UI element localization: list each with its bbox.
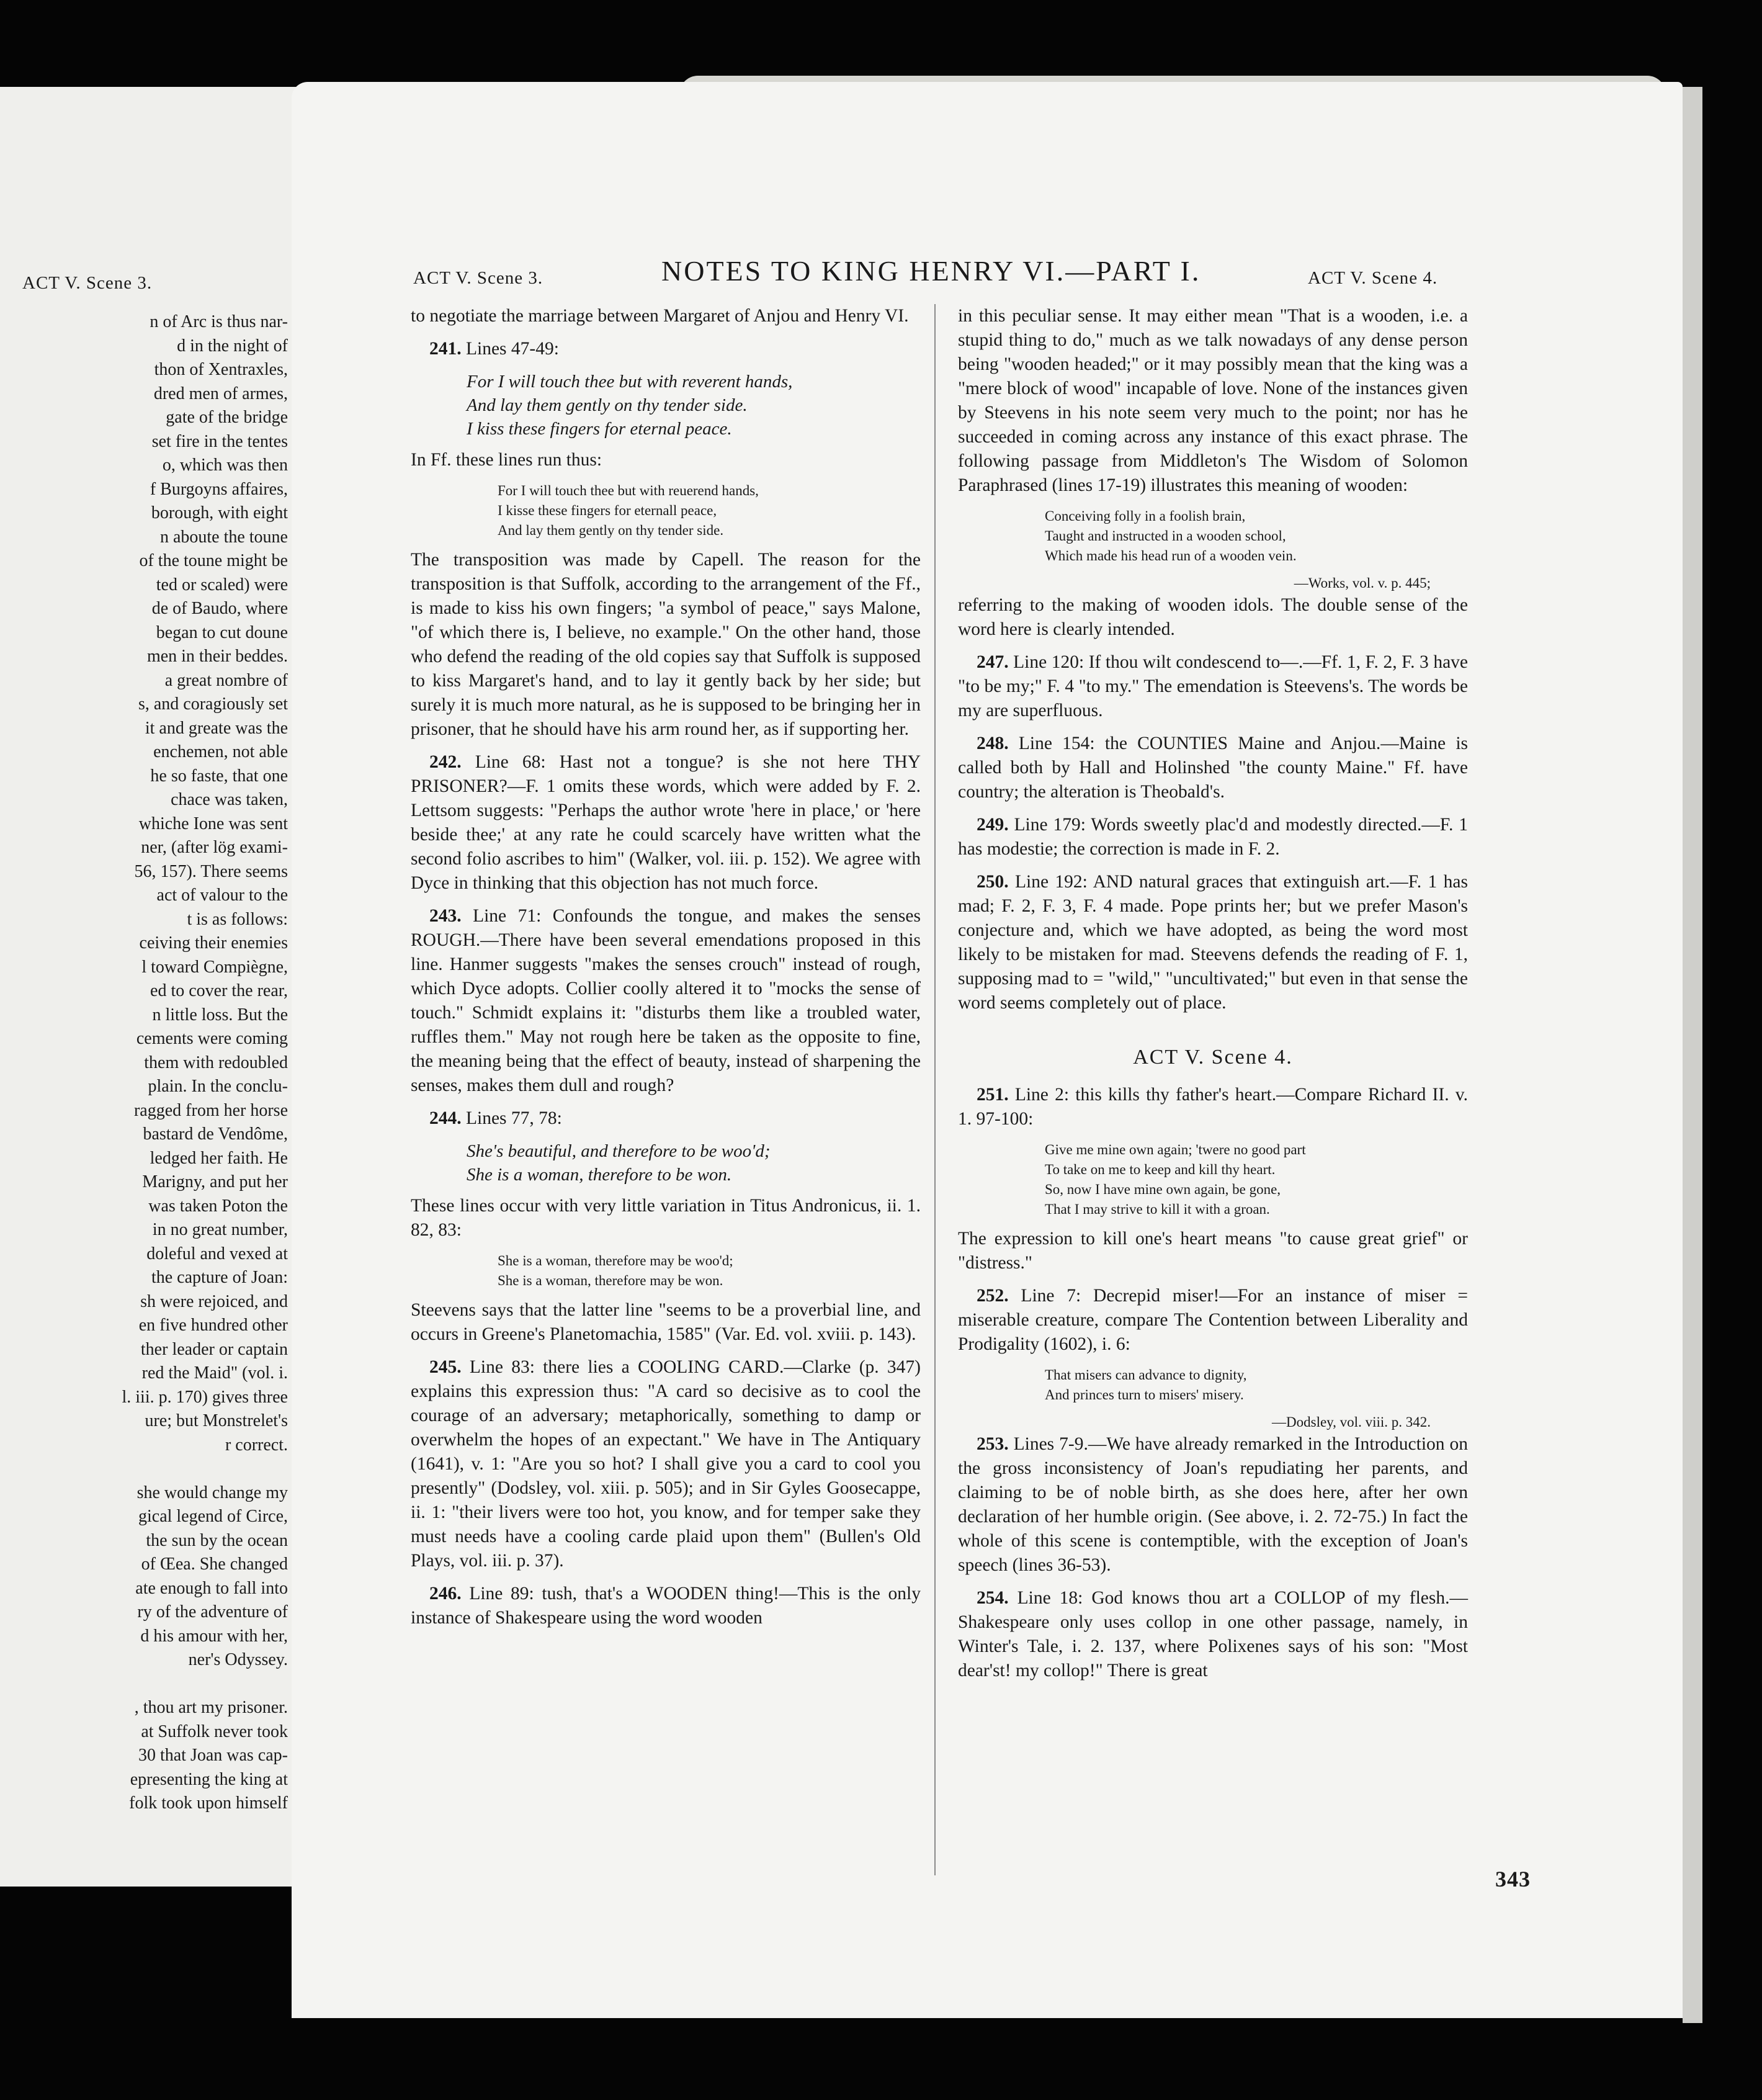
left-page-text-line: the sun by the ocean (146, 1530, 288, 1550)
left-page-text-line: l toward Compiègne, (141, 957, 288, 977)
note-243 (411, 904, 921, 1098)
note-number: 246. (429, 1584, 462, 1604)
left-page-text-line: borough, with eight (151, 503, 288, 523)
note-number: 253. (977, 1434, 1009, 1454)
quote-line: That I may strive to kill it with a groan. (1045, 1201, 1270, 1217)
left-page-text-line: men in their beddes. (146, 647, 288, 666)
note-number: 249. (977, 815, 1009, 835)
quote-line: And princes turn to misers' misery. (1045, 1387, 1244, 1402)
note-number: 242. (429, 752, 462, 772)
note-text: Line 179: Words sweetly plac'd and modestly directed.—F. 1 has modestie; the correction is made in F. 2. (958, 815, 1468, 859)
left-page-text-line: ed to cover the rear, (150, 981, 288, 1000)
note-text: Line 18: God knows thou art a COLLOP of my flesh.—Shakespeare only uses collop in one other passage, namely, in Winter's Tale, i. 2. 137, where Polixenes says of his son: "Most dear'st! my collop!" There is great (958, 1588, 1468, 1680)
quote-line: Which made his head run of a wooden vein. (1045, 548, 1297, 563)
left-page-running-head: ACT V. Scene 3. (22, 273, 153, 293)
verse-line: She is a woman, therefore to be won. (467, 1165, 732, 1185)
left-column (411, 304, 921, 1639)
note-number: 241. (429, 339, 462, 359)
left-page-text-line: ther leader or captain (140, 1339, 288, 1359)
note-text: Line 83: there lies a COOLING CARD.—Clarke (p. 347) explains this expression thus: "A card so decisive as to cool the courage of an adversary; metaphorically, something to damp or overwhelm the hopes of an expectant." We have in The Antiquary (1641), v. 1: "Are you so hot? I shall give you a card to cool you presently" (Dodsley, vol. xiii. p. 505); and in Sir Gyles Goosecappe, ii. 1: "their livers were too hot, you know, and for temper sake they must needs have a cooling carde plaid upon them" (Bullen's Old Plays, vol. iii. p. 37). (411, 1357, 921, 1571)
page-number: 343 (1495, 1867, 1531, 1891)
note-text: The transposition was made by Capell. The reason for the transposition is that Suffolk, according to the arrangement of the Ff., is made to kiss his own fingers; "a symbol of peace," says Malone, "of which there is, I believe, no example." On the other hand, those who defend the reading of the old copies say that Suffolk is supposed to kiss Margaret's hand, and to lay it gently back by her side; but surely it is much more natural, as he is supposed to be bringing her in prisoner, that he should have his arm round her, as if supporting her. (411, 550, 921, 739)
left-page-text-line: was taken Poton the (148, 1196, 288, 1216)
left-page-text-line: ragged from her horse (133, 1100, 288, 1120)
left-page-text-line: n aboute the toune (159, 527, 288, 547)
quote-line: Give me mine own again; 'twere no good part (1045, 1142, 1306, 1157)
note-heading: Lines 47-49: (466, 339, 559, 359)
quote-block (498, 481, 921, 541)
quote-block (1045, 506, 1468, 566)
note-247 (958, 650, 1468, 723)
note-number: 247. (977, 652, 1009, 672)
left-page-text-line: 56, 157). There seems (134, 861, 288, 881)
left-page-text-line: gate of the bridge (166, 408, 288, 427)
verse-line: For I will touch thee but with reverent hands, (467, 372, 793, 392)
note-number: 250. (977, 872, 1009, 892)
left-page-text-line: r correct. (225, 1435, 288, 1455)
note-253 (958, 1432, 1468, 1577)
left-page-text-line: ry of the adventure of (137, 1602, 288, 1622)
left-page-text-line: en five hundred other (138, 1316, 288, 1335)
left-page-text-line: , thou art my prisoner. (134, 1698, 288, 1717)
quote-block (1045, 1140, 1468, 1219)
left-page-text-line: ure; but Monstrelet's (145, 1411, 288, 1430)
note-242 (411, 750, 921, 895)
left-page-text-line: whiche Ione was sent (138, 814, 288, 833)
left-page-text-line: she would change my (136, 1483, 288, 1502)
note-text: Line 71: Confounds the tongue, and makes the senses ROUGH.—There have been several emendations proposed in this line. Hanmer suggests "makes the senses crouch" instead of rough, which Dyce adopts. Collier coolly altered it to "mocks the sense of touch." Schmidt explains it: "disturbs them like a troubled water, ruffles them." May not rough here be taken as the opposite to fine, the meaning being that the effect of beauty, instead of sharpening the senses, makes them dull and rough? (411, 906, 921, 1095)
note-number: 245. (429, 1357, 462, 1377)
quote-line: And lay them gently on thy tender side. (498, 523, 724, 538)
left-page-text-line: ate enough to fall into (135, 1578, 288, 1598)
main-page (292, 82, 1683, 2018)
running-head-title: NOTES TO KING HENRY VI.—PART I. (661, 255, 1201, 287)
left-page-text-line: ceiving their enemies (139, 933, 288, 953)
note-249 (958, 813, 1468, 861)
left-page-text-line: enchemen, not able (153, 742, 288, 761)
left-page-text-line: gical legend of Circe, (138, 1507, 288, 1526)
left-page-text-line (2, 1457, 288, 1481)
paragraph-continued: in this peculiar sense. It may either mean "That is a wooden, i.e. a stupid thing to do," much as we talk nowadays of any dense person being "wooden headed;" or it may possibly mean that the king was a "mere block of wood" incapable of love. None of the instances given by Steevens in his note seem very much to the point; nor has he succeeded in coming across any instance of this exact phrase. The following passage from Middleton's The Wisdom of Solomon Paraphrased (lines 17-19) illustrates this meaning of wooden: (958, 306, 1468, 495)
note-text: referring to the making of wooden idols. The double sense of the word here is clearly intended. (958, 595, 1468, 639)
quote-block (1045, 1365, 1468, 1405)
quote-line: So, now I have mine own again, be gone, (1045, 1182, 1281, 1197)
left-page-text-line: o, which was then (162, 455, 288, 475)
note-text: Line 120: If thou wilt condescend to—.—Ff. 1, F. 2, F. 3 have "to be my;" F. 4 "to my." The emendation is Steevens's. The words be my are superfluous. (958, 652, 1469, 720)
left-page-text-line: f Burgoyns affaires, (150, 479, 288, 499)
note-241 (411, 337, 921, 361)
verse-block (467, 370, 921, 441)
note-number: 243. (429, 906, 462, 926)
note-text: Line 7: Decrepid miser!—For an instance of miser = miserable creature, compare The Contention between Liberality and Prodigality (1602), i. 6: (958, 1286, 1468, 1354)
page-edge-shadow (1683, 87, 1702, 2023)
left-page-text-line: act of valour to the (156, 886, 288, 905)
left-page-text-line: at Suffolk never took (141, 1721, 288, 1741)
quote-line: I kisse these fingers for eternall peace, (498, 503, 717, 518)
left-page-text-line: n little loss. But the (152, 1005, 288, 1025)
quote-line: Conceiving folly in a foolish brain, (1045, 508, 1246, 524)
section-heading: ACT V. Scene 4. (1133, 1046, 1293, 1069)
left-page-text-line: cements were coming (136, 1029, 288, 1048)
quote-block (498, 1251, 921, 1291)
left-page-text-fragments (2, 310, 288, 1816)
note-text: Steevens says that the latter line "seems to be a proverbial line, and occurs in Greene's Planetomachia, 1585" (Var. Ed. vol. xviii. p. 143). (411, 1300, 921, 1344)
left-page-text-line: de of Baudo, where (151, 599, 288, 618)
citation: —Dodsley, vol. viii. p. 342. (1272, 1414, 1431, 1430)
note-251 (958, 1083, 1468, 1131)
left-page-text-line: folk took upon himself (129, 1793, 288, 1813)
note-text: The expression to kill one's heart means "to cause great grief" or "distress." (958, 1229, 1468, 1273)
running-head-left: ACT V. Scene 3. (413, 268, 543, 288)
left-page-text-line: began to cut doune (156, 622, 288, 642)
left-page-text-line: he so faste, that one (150, 766, 288, 786)
left-page-text-line: s, and coragiously set (138, 694, 288, 714)
left-page-text-line: t is as follows: (187, 909, 288, 929)
right-column (958, 304, 1468, 1692)
left-page-text-line: n of Arc is thus nar- (150, 312, 288, 331)
running-head-right: ACT V. Scene 4. (1308, 268, 1438, 288)
note-number: 248. (977, 734, 1009, 753)
note-252 (958, 1284, 1468, 1357)
note-text: Line 68: Hast not a tongue? is she not here THY PRISONER?—F. 1 omits these words, which were added by F. 2. Lettsom suggests: "Perhaps the author wrote 'here in place,' or 'here beside thee;' at any rate he could scarcely have written what the second folio ascribes to him" (Walker, vol. iii. p. 152). We agree with Dyce in thinking that this objection has not much force. (411, 752, 921, 893)
note-250 (958, 870, 1468, 1015)
note-number: 254. (977, 1588, 1009, 1608)
note-text: Line 154: the COUNTIES Maine and Anjou.—Maine is called both by Hall and Holinshed "the county Maine." Ff. have country; the alteration is Theobald's. (958, 734, 1468, 802)
left-page-text-line: l. iii. p. 170) gives three (122, 1387, 288, 1407)
left-page-text-line: plain. In the conclu- (148, 1077, 288, 1096)
note-number: 252. (977, 1286, 1009, 1306)
note-text: Lines 7-9.—We have already remarked in the Introduction on the gross inconsistency of Joan's repudiating her parents, and claiming to be of noble birth, as she does here, after her own declaration of her humble origin. (See above, i. 2. 72-75.) In fact the whole of this scene is contemptible, with the exception of Joan's speech (lines 36-53). (958, 1434, 1469, 1575)
left-page-text-line (2, 1672, 288, 1697)
verse-line: And lay them gently on thy tender side. (467, 395, 748, 415)
left-page-text-line: ledged her faith. He (150, 1148, 288, 1168)
left-page-text-line: sh were rejoiced, and (140, 1291, 288, 1311)
quote-line: She is a woman, therefore may be woo'd; (498, 1253, 733, 1268)
left-page-text-line: ted or scaled) were (156, 575, 288, 595)
note-text: In Ff. these lines run thus: (411, 450, 602, 470)
left-page-text-line: 30 that Joan was cap- (138, 1746, 288, 1765)
left-page-text-line: thon of Xentraxles, (154, 360, 288, 379)
left-page-text-line: doleful and vexed at (146, 1244, 288, 1263)
verse-block (467, 1139, 921, 1187)
quote-line: To take on me to keep and kill thy heart. (1045, 1162, 1276, 1177)
left-page-text-line: it and greate was the (145, 718, 288, 738)
left-page-text-line: ner, (after lög exami- (141, 838, 288, 857)
left-page-text-line: red the Maid" (vol. i. (141, 1363, 288, 1383)
verse-line: I kiss these fingers for eternal peace. (467, 419, 732, 439)
left-page-text-line: d in the night of (177, 336, 288, 356)
left-page-text-line: chace was taken, (171, 790, 288, 809)
left-page-text-line: of Œea. She changed (141, 1555, 288, 1574)
left-page-text-line: of the toune might be (139, 551, 288, 570)
quote-line: Taught and instructed in a wooden school, (1045, 528, 1286, 544)
left-page-text-line: bastard de Vendôme, (143, 1124, 288, 1144)
quote-line: For I will touch thee but with reuerend hands, (498, 483, 759, 498)
note-text: These lines occur with very little variation in Titus Andronicus, ii. 1. 82, 83: (411, 1196, 921, 1240)
left-page-text-line: d his amour with her, (140, 1626, 288, 1646)
left-facing-page (0, 87, 297, 1887)
quote-line: She is a woman, therefore may be won. (498, 1273, 723, 1288)
left-page-text-line: dred men of armes, (153, 384, 288, 403)
note-text: Line 89: tush, that's a WOODEN thing!—This is the only instance of Shakespeare using the word wooden (411, 1584, 921, 1628)
left-page-text-line: a great nombre of (164, 670, 288, 690)
note-246 (411, 1582, 921, 1630)
note-heading: Lines 77, 78: (466, 1108, 562, 1128)
note-248 (958, 732, 1468, 804)
citation: —Works, vol. v. p. 445; (1294, 575, 1431, 591)
left-page-text-line: in no great number, (152, 1220, 288, 1239)
left-page-text-line: epresenting the king at (130, 1769, 288, 1789)
note-254 (958, 1586, 1468, 1683)
left-page-text-line: ner's Odyssey. (188, 1650, 288, 1669)
left-page-text-line: set fire in the tentes (151, 431, 288, 451)
verse-line: She's beautiful, and therefore to be woo'd; (467, 1141, 771, 1161)
note-number: 244. (429, 1108, 462, 1128)
note-number: 251. (977, 1085, 1009, 1105)
note-text: Line 192: AND natural graces that extinguish art.—F. 1 has mad; F. 2, F. 3, F. 4 made. Pope prints her; but we prefer Mason's conjecture and, which we have adopted, as being the word most likely to be mistaken for mad. Steevens defends the reading of F. 1, supposing mad to = "wild," "uncultivated;" but even in that sense the word seems completely out of place. (958, 872, 1469, 1013)
left-page-text-line: Marigny, and put her (142, 1172, 288, 1191)
note-245 (411, 1355, 921, 1573)
quote-line: That misers can advance to dignity, (1045, 1367, 1247, 1383)
paragraph-intro: to negotiate the marriage between Margaret of Anjou and Henry VI. (411, 306, 909, 326)
note-text: Line 2: this kills thy father's heart.—Compare Richard II. v. 1. 97-100: (958, 1085, 1468, 1129)
left-page-text-line: the capture of Joan: (151, 1268, 288, 1287)
column-divider (934, 304, 936, 1875)
left-page-text-line: them with redoubled (144, 1052, 288, 1072)
note-244 (411, 1106, 921, 1131)
